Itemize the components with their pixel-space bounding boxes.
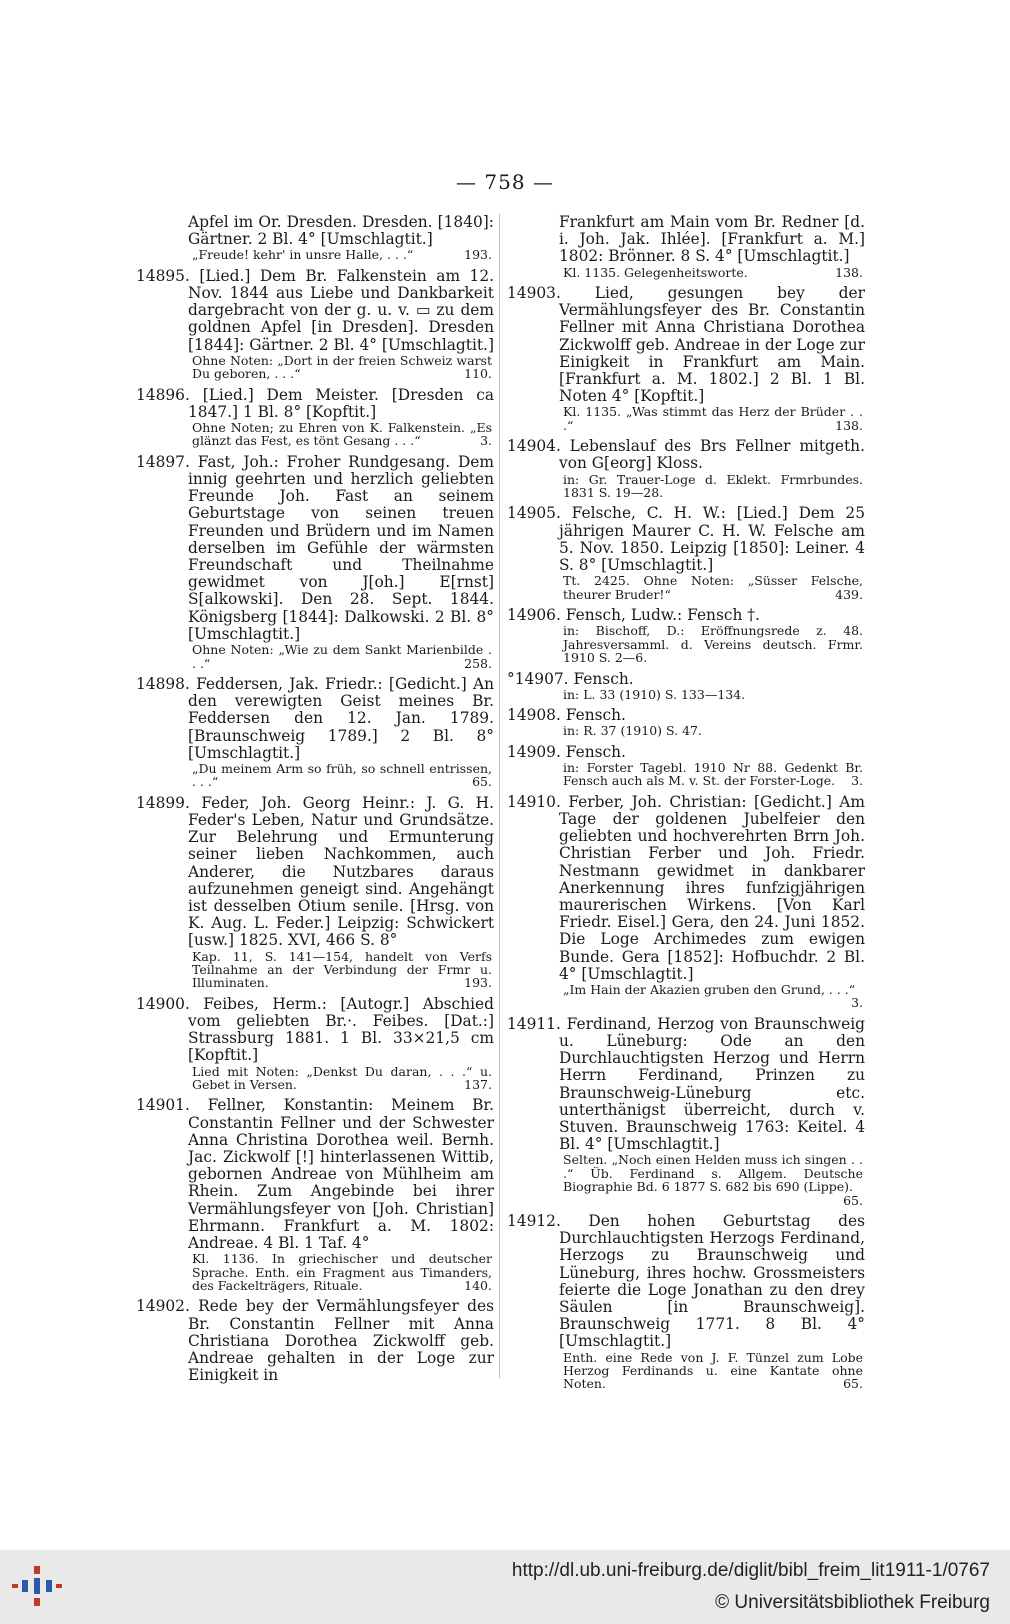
entry-text: 14911. Ferdinand, Herzog von Braunschweig u. Lüneburg: Ode an den Durchlauchtigsten Herzog und Herrn Herrn Ferdinand, Prinzen zu Braunschweig-Lüneburg etc. unterthänigst überreicht, durch v. Stuven. Braunschweig 1763: Keitel. 4 Bl. 4° [Umschlagtit.] xyxy=(507,1014,865,1154)
entry-note-text: Ohne Noten; zu Ehren von K. Falkenstein. „Es glänzt das Fest, es tönt Gesang . . .“ xyxy=(192,420,492,449)
bibliography-entry xyxy=(507,707,865,738)
entry-reference-number: 65. xyxy=(472,774,492,790)
entry-text: 14901. Fellner, Konstantin: Meinem Br. Constantin Fellner und der Schwester Anna Christina Dorothea weil. Bernh. Jac. Zickwolf [!] hinterlassenen Wittib, gebornen Andreae von Mühlheim am Rhein. Zum Angebinde bei ihrer Vermählungsfeyer von [Joh. Christian] Ehrmann. Frankfurt a. M. 1802: Andreae. 4 Bl. 1 Taf. 4° xyxy=(136,1096,494,1253)
bibliography-entry xyxy=(136,1298,494,1384)
entry-note xyxy=(136,1065,494,1092)
entry-note-text: Enth. eine Rede von J. F. Tünzel zum Lobe Herzog Ferdinands u. eine Kantate ohne Noten. xyxy=(563,1349,863,1392)
entry-note xyxy=(507,761,865,788)
entry-note xyxy=(507,266,865,279)
entry-note-text: „Im Hain der Akazien gruben den Grund, . . .“ xyxy=(563,981,856,997)
entry-reference-number: 137. xyxy=(464,1077,492,1092)
entry-note xyxy=(507,473,865,500)
entry-text: Frankfurt am Main vom Br. Redner [d. i. Joh. Jak. Ihlée]. [Frankfurt a. M.] 1802: Brönner. 8 S. 4° [Umschlagtit.] xyxy=(559,213,865,266)
bibliography-entry xyxy=(507,438,865,499)
entry-text: 14898. Feddersen, Jak. Friedr.: [Gedicht.] An den verewigten Geist meines Br. Feddersen den 12. Jan. 1789. [Braunschweig 1789.] 2 Bl. 8° [Umschlagtit.] xyxy=(136,674,494,762)
entry-note-text: Selten. „Noch einen Helden muss ich singen . . .“ Üb. Ferdinand s. Allgem. Deutsche Biographie Bd. 6 1877 S. 682 bis 690 (Lippe). xyxy=(563,1152,863,1195)
entry-note-text: in: Forster Tagebl. 1910 Nr 88. Gedenkt Br. Fensch auch als M. v. St. der Forster-Loge. xyxy=(563,759,863,789)
footer-url[interactable]: http://dl.ub.uni-freiburg.de/diglit/bibl_freim_lit1911-1/0767 xyxy=(511,1560,990,1581)
entry-reference-number: 3. xyxy=(851,995,863,1011)
bibliography-entry xyxy=(136,268,494,381)
entry-note xyxy=(136,421,494,448)
bibliography-entry xyxy=(136,387,494,448)
entry-text: 14912. Den hohen Geburtstag des Durchlauchtigsten Herzogs Ferdinand, Herzogs zu Braunschweig und Lüneburg, ihres hochw. Grossmeisters feierte die Loge Jonathan zu den drey Säulen [in Braunschweig]. Braunschweig 1771. 8 Bl. 4° [Umschlagtit.] xyxy=(507,1212,865,1351)
entry-note xyxy=(507,405,865,432)
footer-copyright: © Universitätsbibliothek Freiburg xyxy=(715,1592,990,1613)
entry-note-text: Kl. 1136. In griechischer und deutscher Sprache. Enth. ein Fragment aus Timanders, des Fackelträgers, Rituale. xyxy=(192,1251,492,1294)
bibliography-entry xyxy=(507,1016,865,1207)
entry-note-text: Kap. 11, S. 141—154, handelt von Verfs Teilnahme an der Verbindung der Frmr u. Illuminaten. xyxy=(192,948,492,991)
entry-reference-number: 258. xyxy=(464,655,492,671)
bibliography-entry xyxy=(136,795,494,990)
entry-text: 14909. Fensch. xyxy=(507,742,626,761)
bibliography-entry xyxy=(136,676,494,789)
page-number: — 758 — xyxy=(456,170,554,194)
entry-note-text: „Du meinem Arm so früh, so schnell entrissen, . . .“ xyxy=(192,760,492,790)
entry-note xyxy=(136,1252,494,1292)
entry-note-text: Ohne Noten: „Wie zu dem Sankt Marienbilde . . .“ xyxy=(192,642,492,671)
entry-reference-number: 65. xyxy=(843,1192,863,1208)
entry-note-text: Kl. 1135. „Was stimmt das Herz der Brüder . . .“ xyxy=(563,404,863,433)
bibliography-entry xyxy=(507,505,865,601)
entry-note xyxy=(136,643,494,670)
column-divider xyxy=(499,214,500,1378)
entry-text: 14910. Ferber, Joh. Christian: [Gedicht.] Am Tage der goldenen Jubelfeier den geliebten und hochverehrten Brrn Joh. Christian Ferber und Joh. Friedr. Nestmann gewidmet in dankbarer Anerkennung ihres funfzigjährigen maurerischen Wirkens. [Von Karl Friedr. Eisel.] Gera, den 24. Juni 1852. Die Loge Archimedes zum ewigen Bunde. Gera [1852]: Hofbuchdr. 2 Bl. 4° [Umschlagtit.] xyxy=(507,792,865,983)
entry-note-text: in: R. 37 (1910) S. 47. xyxy=(563,723,702,739)
entry-note-text: Tt. 2425. Ohne Noten: „Süsser Felsche, theurer Bruder!“ xyxy=(563,573,863,602)
entry-text: 14903. Lied, gesungen bey der Vermählungsfeyer des Br. Constantin Fellner mit Anna Christiana Dorothea Zickwolff geb. Andreae in der Loge zur Einigkeit in Frankfurt am Main. [Frankfurt a. M. 1802.] 2 Bl. 1 Bl. Noten 4° [Kopftit.] xyxy=(507,284,865,406)
entry-reference-number: 110. xyxy=(464,366,492,382)
entry-note-text: in: L. 33 (1910) S. 133—134. xyxy=(563,686,746,702)
entry-note xyxy=(136,950,494,990)
bibliography-entry xyxy=(136,1097,494,1292)
bibliography-entry xyxy=(136,214,494,262)
entry-reference-number: 193. xyxy=(464,247,492,263)
entry-note-text: Kl. 1135. Gelegenheitsworte. xyxy=(563,264,748,280)
entry-reference-number: 439. xyxy=(835,586,863,602)
bibliography-entry xyxy=(507,794,865,1010)
entry-note-text: in: Bischoff, D.: Eröffnungsrede z. 48. Jahresversamml. d. Vereins deutsch. Frmr. 1910 S. 2—6. xyxy=(563,623,863,666)
bibliography-entry xyxy=(507,607,865,664)
entry-reference-number: 3. xyxy=(851,773,863,789)
entry-text: 14897. Fast, Joh.: Froher Rundgesang. Dem innig geehrten und herzlich geliebten Freunde Joh. Fast an seinem Geburtstage von seinen treuen Freunden und Brüdern und im Namen derselben im Gefühle der wärmsten Freundschaft und Theilnahme gewidmet von J[oh.] E[rnst] S[alkowski]. Den 28. Sept. 1844. Königsberg [1844]: Dalkowski. 2 Bl. 8° [Umschlagtit.] xyxy=(136,452,494,643)
entry-reference-number: 140. xyxy=(464,1278,492,1294)
entry-text: 14906. Fensch, Ludw.: Fensch †. xyxy=(507,606,760,625)
entry-note xyxy=(136,354,494,381)
entry-reference-number: 193. xyxy=(464,975,492,991)
entry-note xyxy=(507,688,865,701)
entry-reference-number: 3. xyxy=(480,433,492,449)
entry-note xyxy=(507,1153,865,1207)
entry-text: 14908. Fensch. xyxy=(507,706,626,725)
footer-bar xyxy=(0,1550,1010,1624)
entry-text: °14907. Fensch. xyxy=(507,669,634,688)
entry-note-text: „Freude! kehr' in unsre Halle, . . .“ xyxy=(192,247,414,263)
entry-reference-number: 138. xyxy=(835,264,863,280)
entry-note xyxy=(136,248,494,261)
entry-note xyxy=(507,1351,865,1391)
bibliography-entry xyxy=(507,671,865,702)
entry-text: 14905. Felsche, C. H. W.: [Lied.] Dem 25 jährigen Maurer C. H. W. Felsche am 5. Nov. 1850. Leipzig [1850]: Leiner. 4 S. 8° [Umschlagtit.] xyxy=(507,504,865,575)
entry-note-text: in: Gr. Trauer-Loge d. Eklekt. Frmrbundes. 1831 S. 19—28. xyxy=(563,471,863,501)
entry-text: 14896. [Lied.] Dem Meister. [Dresden ca 1847.] 1 Bl. 8° [Kopftit.] xyxy=(136,385,494,421)
entry-note xyxy=(507,624,865,664)
entry-text: 14904. Lebenslauf des Brs Fellner mitgeth. von G[eorg] Kloss. xyxy=(507,437,865,473)
bibliography-entry xyxy=(136,996,494,1092)
entry-note xyxy=(507,983,865,1010)
left-column xyxy=(136,214,494,1390)
entry-reference-number: 138. xyxy=(835,417,863,433)
entry-reference-number: 65. xyxy=(843,1376,863,1392)
bibliography-entry xyxy=(507,214,865,279)
entry-text: 14899. Feder, Joh. Georg Heinr.: J. G. H. Feder's Leben, Natur und Grundsätze. Zur Belehrung und Ermunterung seiner lieben Nachkommen, auch Anderer, die Nutzbares daraus aufzunehmen geneigt sind. Angehängt ist desselben Otium senile. [Hrsg. von K. Aug. L. Feder.] Leipzig: Schwickert [usw.] 1825. XVI, 466 S. 8° xyxy=(136,793,494,950)
entry-text: 14895. [Lied.] Dem Br. Falkenstein am 12. Nov. 1844 aus Liebe und Dankbarkeit dargebracht von der g. u. v. ▭ zu dem goldnen Apfel [in Dresden]. Dresden [1844]: Gärtner. 2 Bl. 4° [Umschlagtit.] xyxy=(136,266,494,354)
right-column xyxy=(507,214,865,1397)
entry-text: 14900. Feibes, Herm.: [Autogr.] Abschied vom geliebten Br.·. Feibes. [Dat.:] Strassburg 1881. 1 Bl. 33×21,5 cm [Kopftit.] xyxy=(136,994,494,1065)
entry-note xyxy=(507,724,865,737)
entry-note-text: Lied mit Noten: „Denkst Du daran, . . .“ u. Gebet in Versen. xyxy=(192,1063,492,1092)
bibliography-entry xyxy=(507,1213,865,1391)
entry-note xyxy=(507,574,865,601)
entry-text: Apfel im Or. Dresden. Dresden. [1840]: Gärtner. 2 Bl. 4° [Umschlagtit.] xyxy=(188,213,494,249)
entry-note xyxy=(136,762,494,789)
entry-text: 14902. Rede bey der Vermählungsfeyer des Br. Constantin Fellner mit Anna Christiana Dorothea Zickwolff geb. Andreae gehalten in der Loge zur Einigkeit in xyxy=(136,1297,494,1385)
entry-note-text: Ohne Noten: „Dort in der freien Schweiz warst Du geboren, . . .“ xyxy=(192,352,492,382)
bibliography-entry xyxy=(136,454,494,670)
ub-freiburg-logo-icon xyxy=(8,1558,68,1614)
bibliography-entry xyxy=(507,285,865,432)
bibliography-entry xyxy=(507,744,865,788)
